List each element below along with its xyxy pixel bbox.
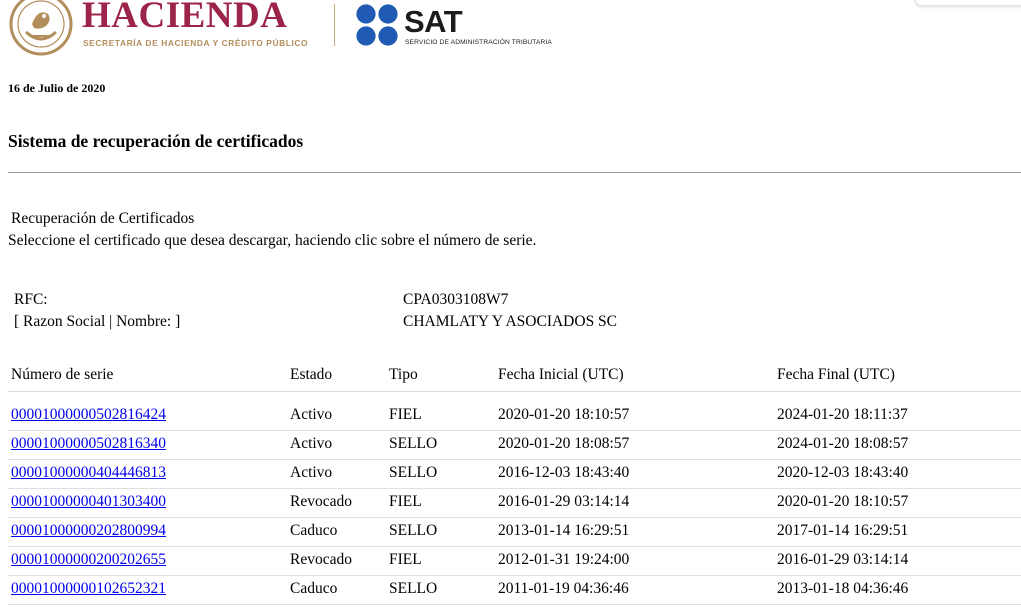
status-cell: Revocado (290, 493, 352, 510)
type-cell: SELLO (389, 464, 438, 481)
end-date-cell: 2013-01-18 04:36:46 (777, 580, 909, 597)
rfc-value: CPA0303108W7 (403, 291, 509, 308)
table-header-divider (8, 391, 1021, 392)
coat-of-arms-icon (8, 0, 74, 58)
table-row (8, 546, 1021, 576)
type-cell: SELLO (389, 580, 438, 597)
table-row (8, 517, 1021, 547)
certificates-table-header (8, 366, 1021, 390)
status-cell: Revocado (290, 551, 352, 568)
page-title: Sistema de recuperación de certificados (8, 131, 304, 151)
sat-subtitle: SERVICIO DE ADMINISTRACIÓN TRIBUTARIA (405, 39, 552, 46)
column-header-serial: Número de serie (11, 366, 114, 383)
serial-number-link[interactable]: 00001000000200202655 (11, 551, 166, 568)
end-date-cell: 2020-12-03 18:43:40 (777, 464, 909, 481)
sat-logo-text: SAT (404, 4, 463, 39)
name-label: [ Razon Social | Nombre: ] (14, 313, 181, 330)
type-cell: SELLO (389, 435, 438, 452)
status-cell: Activo (290, 406, 333, 423)
type-cell: FIEL (389, 551, 422, 568)
table-row (8, 430, 1021, 460)
end-date-cell: 2016-01-29 03:14:14 (777, 551, 909, 568)
start-date-cell: 2016-01-29 03:14:14 (498, 493, 630, 510)
serial-number-link[interactable]: 00001000000401303400 (11, 493, 166, 510)
serial-number-link[interactable]: 00001000000404446813 (11, 464, 166, 481)
start-date-cell: 2020-01-20 18:08:57 (498, 435, 630, 452)
start-date-cell: 2020-01-20 18:10:57 (498, 406, 630, 423)
end-date-cell: 2024-01-20 18:11:37 (777, 406, 908, 423)
hacienda-subtitle: SECRETARÍA DE HACIENDA Y CRÉDITO PÚBLICO (83, 38, 309, 48)
type-cell: SELLO (389, 522, 438, 539)
column-header-end-date: Fecha Final (UTC) (777, 366, 895, 383)
status-cell: Activo (290, 435, 333, 452)
serial-number-link[interactable]: 00001000000202800994 (11, 522, 166, 539)
header (0, 0, 1021, 62)
status-cell: Caduco (290, 580, 338, 597)
status-cell: Caduco (290, 522, 338, 539)
table-row (8, 401, 1021, 431)
section-heading: Recuperación de Certificados (11, 210, 195, 227)
column-header-type: Tipo (389, 366, 418, 383)
corner-panel (915, 0, 1021, 6)
current-date: 16 de Julio de 2020 (8, 81, 106, 95)
table-row (8, 459, 1021, 489)
end-date-cell: 2020-01-20 18:10:57 (777, 493, 909, 510)
start-date-cell: 2012-01-31 19:24:00 (498, 551, 630, 568)
start-date-cell: 2016-12-03 18:43:40 (498, 464, 630, 481)
end-date-cell: 2024-01-20 18:08:57 (777, 435, 909, 452)
end-date-cell: 2017-01-14 16:29:51 (777, 522, 909, 539)
type-cell: FIEL (389, 406, 422, 423)
serial-number-link[interactable]: 00001000000502816424 (11, 406, 166, 423)
logo-divider (334, 4, 335, 46)
column-header-start-date: Fecha Inicial (UTC) (498, 366, 624, 383)
serial-number-link[interactable]: 00001000000102652321 (11, 580, 166, 597)
type-cell: FIEL (389, 493, 422, 510)
name-value: CHAMLATY Y ASOCIADOS SC (403, 313, 618, 330)
table-row (8, 488, 1021, 518)
rfc-label: RFC: (14, 291, 48, 308)
hacienda-logo-text: HACIENDA (82, 0, 288, 36)
table-row (8, 575, 1021, 605)
instructions-text: Seleccione el certificado que desea descargar, haciendo clic sobre el número de serie. (8, 232, 537, 249)
start-date-cell: 2011-01-19 04:36:46 (498, 580, 629, 597)
start-date-cell: 2013-01-14 16:29:51 (498, 522, 630, 539)
sat-logo-icon (355, 3, 399, 47)
title-divider (8, 172, 1021, 173)
serial-number-link[interactable]: 00001000000502816340 (11, 435, 166, 452)
column-header-status: Estado (290, 366, 333, 383)
status-cell: Activo (290, 464, 333, 481)
